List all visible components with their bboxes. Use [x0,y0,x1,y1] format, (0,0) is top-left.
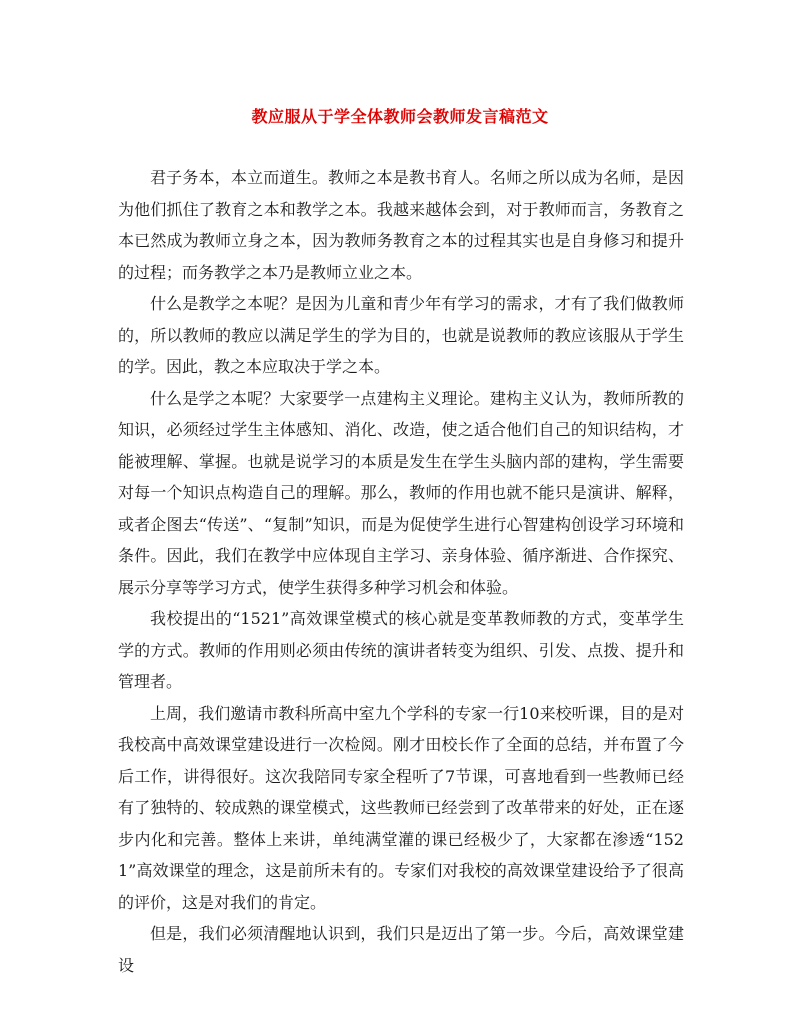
paragraph: 但是，我们必须清醒地认识到，我们只是迈出了第一步。今后，高效课堂建设 [118,924,684,975]
paragraph: 什么是教学之本呢？是因为儿童和青少年有学习的需求，才有了我们做教师的，所以教师的教应以满足学生的学为目的，也就是说教师的教应该服从于学生的学。因此，教之本应取决于学之本。 [118,294,684,376]
paragraph: 上周，我们邀请市教科所高中室九个学科的专家一行10来校听课，目的是对我校高中高效课堂建设进行一次检阅。刚才田校长作了全面的总结，并布置了今后工作，讲得很好。这次我陪同专家全程听了7节课，可喜地看到一些教师已经有了独特的、较成熟的课堂模式，这些教师已经尝到了改革带来的好处，正在逐步内化和完善。整体上来讲，单纯满堂灌的课已经极少了，大家都在渗透“1521”高效课堂的理念，这是前所未有的。专家们对我校的高效课堂建设给予了很高的评价，这是对我们的肯定。 [118,703,684,912]
document-body [118,162,684,981]
document-title: 教应服从于学全体教师会教师发言稿范文 [251,107,549,126]
paragraph: 我校提出的“1521”高效课堂模式的核心就是变革教师教的方式，变革学生学的方式。教师的作用则必须由传统的演讲者转变为组织、引发、点拨、提升和管理者。 [118,609,684,691]
paragraph: 什么是学之本呢？大家要学一点建构主义理论。建构主义认为，教师所教的知识，必须经过学生主体感知、消化、改造，使之适合他们自己的知识结构，才能被理解、掌握。也就是说学习的本质是发生在学生头脑内部的建构，学生需要对每一个知识点构造自己的理解。那么，教师的作用也就不能只是演讲、解释，或者企图去“传送”、“复制”知识，而是为促使学生进行心智建构创设学习环境和条件。因此，我们在教学中应体现自主学习、亲身体验、循序渐进、合作探究、展示分享等学习方式，使学生获得多种学习机会和体验。 [118,388,684,597]
paragraph: 君子务本，本立而道生。教师之本是教书育人。名师之所以成为名师，是因为他们抓住了教育之本和教学之本。我越来越体会到，对于教师而言，务教育之本已然成为教师立身之本，因为教师务教育之本的过程其实也是自身修习和提升的过程；而务教学之本乃是教师立业之本。 [118,168,684,282]
